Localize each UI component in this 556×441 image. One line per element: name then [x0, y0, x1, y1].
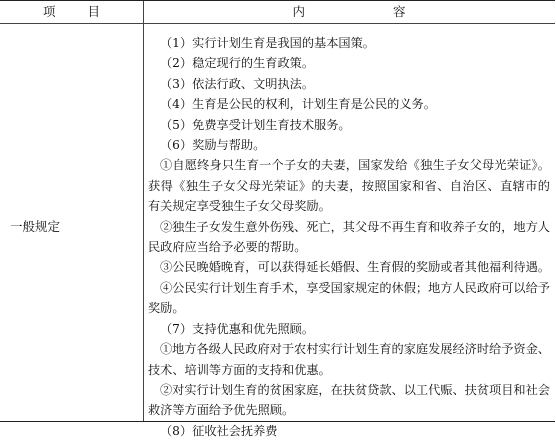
content-paragraph: （2）稳定现行的生育政策。 [160, 56, 315, 71]
header-item-label: 项目 [42, 4, 132, 19]
content-paragraph: ①地方各级人民政府对于农村实行计划生育的家庭发展经济时给予资金、技术、培训等方面的支持和优惠。 [148, 342, 550, 377]
header-content-label: 内容 [292, 4, 494, 19]
table-header [0, 1, 555, 24]
content-paragraph: （7）支持优惠和优先照顾。 [160, 321, 315, 336]
content-paragraph: （4）生育是公民的权利，计划生育是公民的义务。 [160, 97, 436, 112]
row-topic: 一般规定 [10, 219, 61, 234]
content-paragraph: ②对实行计划生育的贫困家庭，在扶贫贷款、以工代赈、扶贫项目和社会救济等方面给予优先照顾。 [148, 382, 550, 418]
content-paragraph: ②独生子女发生意外伤残、死亡，其父母不再生育和收养子女的，地方人民政府应当给予必要的帮助。 [148, 219, 550, 255]
content-paragraph: ③公民晚婚晚育，可以获得延长婚假、生育假的奖励或者其他福利待遇。 [160, 260, 550, 275]
table-row [0, 23, 555, 438]
header-item-column [0, 1, 143, 23]
content-paragraph: （8）征收社会抚养费 [160, 423, 278, 438]
content-paragraph: ①自愿终身只生育一个子女的夫妻，国家发给《独生子女父母光荣证》。获得《独生子女父母光荣证》的夫妻，按照国家和省、自治区、直辖市的有关规定享受独生子女父母奖励。 [148, 158, 550, 214]
content-paragraph: （6）奖励与帮助。 [160, 138, 266, 153]
header-content-column [143, 1, 555, 23]
row-content [148, 33, 550, 441]
content-paragraph: （1）实行计划生育是我国的基本国策。 [160, 36, 375, 50]
content-paragraph: ④公民实行计划生育手术，享受国家规定的休假；地方人民政府可以给予奖励。 [148, 280, 550, 316]
content-paragraph: （3）依法行政、文明执法。 [160, 76, 315, 91]
content-paragraph: （5）免费享受计划生育技术服务。 [160, 117, 351, 132]
